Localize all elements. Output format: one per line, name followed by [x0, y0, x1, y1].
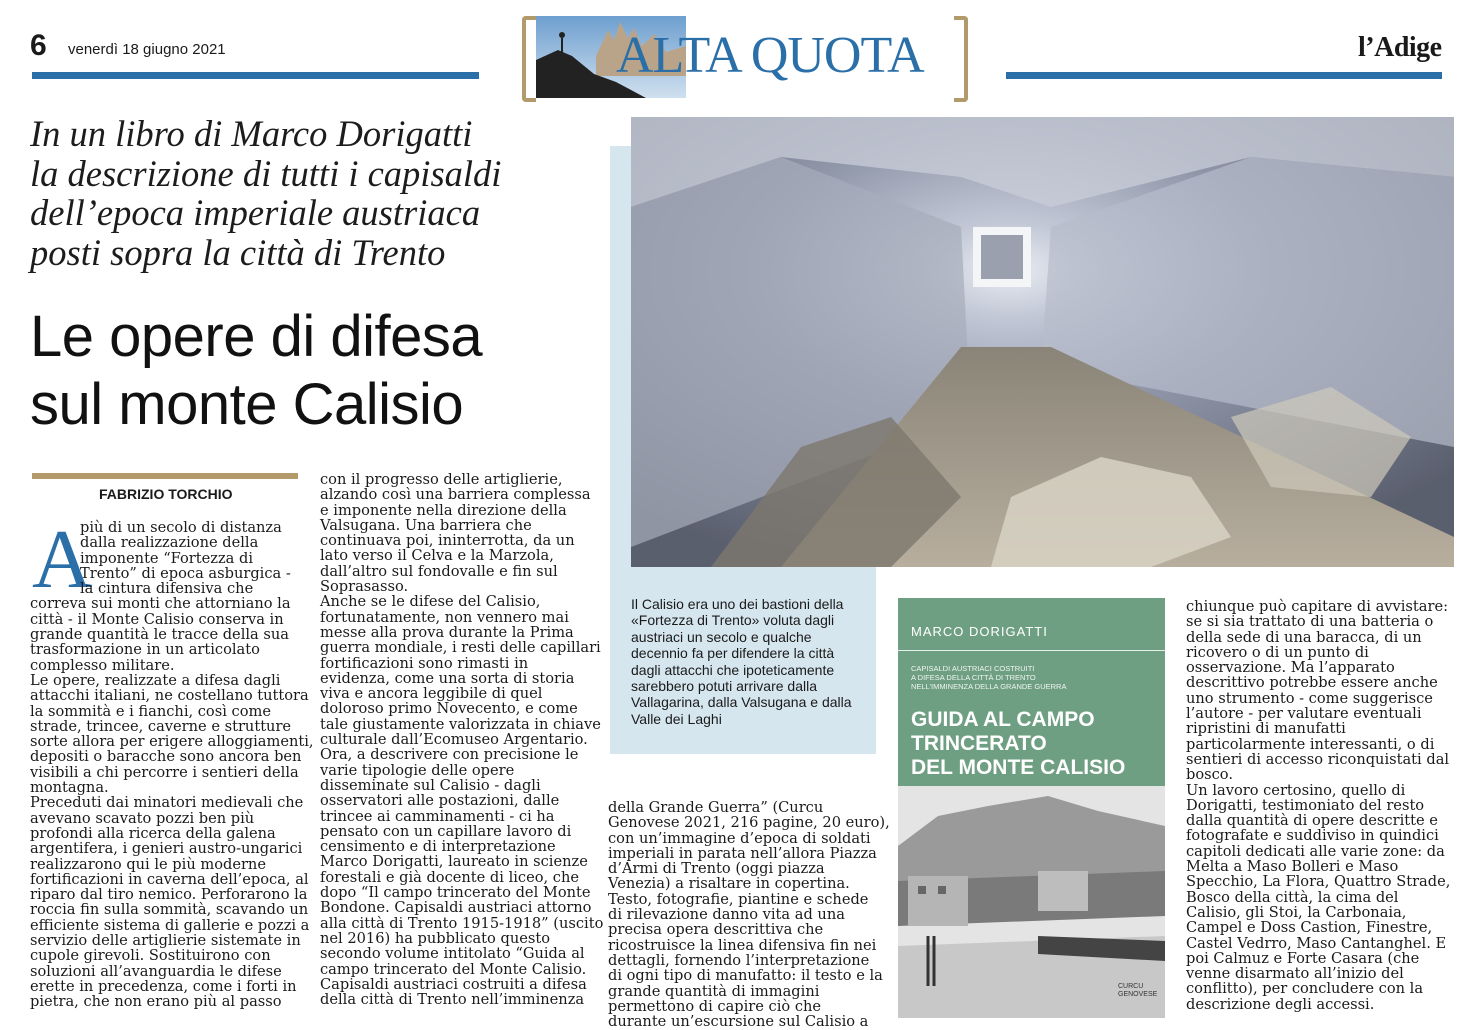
section-banner	[522, 16, 968, 96]
caption-line: dagli attacchi che ipoteticamente	[631, 661, 835, 678]
text-line: Anche se le difese del Calisio,	[320, 593, 541, 611]
text-line: Trento” di epoca asburgica -	[80, 564, 291, 582]
text-line: ricostruisce la linea difensiva fin nei	[608, 936, 877, 954]
text-line: Bondone. Capisaldi austriaci attorno	[320, 899, 592, 917]
text-line: l’autore - per valutare eventuali	[1186, 705, 1422, 723]
text-line: fotografate e suddiviso in quindici	[1186, 827, 1439, 845]
text-line: campo trincerato del Monte Calisio.	[320, 960, 587, 978]
text-line: viva e ancora leggibile di quel	[320, 685, 543, 703]
text-line: Calisio, gli Stoi, la Carbonaia,	[1186, 903, 1407, 921]
text-line: roccia fin sulla sommità, scavando un	[30, 901, 309, 919]
text-line: profondi alla ricerca della galena	[30, 824, 276, 842]
text-line: depositi o baracche sono ancora ben	[30, 748, 302, 766]
text-line: Ora, a descrivere con precisione le	[320, 746, 579, 764]
text-line: città - il Monte Calisio conserva in	[30, 610, 284, 628]
tunnel-photo	[631, 117, 1454, 567]
article-kicker	[30, 114, 610, 272]
article-headline	[30, 303, 610, 439]
headline-line: Le opere di difesa	[30, 304, 483, 369]
text-line: grande quantità di immagini	[608, 982, 820, 1000]
kicker-line: In un libro di Marco Dorigatti	[30, 113, 473, 154]
text-line: pensato con un capillare lavoro di	[320, 822, 572, 840]
text-line: fortunatamente, non vennero mai	[320, 608, 569, 626]
text-line: sorte allora per erigere alloggiamenti,	[30, 733, 314, 751]
book-subtitle-line: NELL’IMMINENZA DELLA GRANDE GUERRA	[911, 682, 1067, 691]
text-line: descrizione degli accessi.	[1186, 995, 1375, 1013]
text-line: attacchi italiani, ne costellano tuttora	[30, 687, 309, 705]
text-line: se si sia trattato di una batteria o	[1186, 613, 1434, 631]
text-line: censimento e di interpretazione	[320, 838, 556, 856]
text-line: conflitto), per concludere con la	[1186, 980, 1424, 998]
text-line: alla città di Trento 1915-1918” (uscito	[320, 914, 604, 932]
caption-line: «Fortezza di Trento» voluta dagli	[631, 612, 835, 629]
text-line: precisa opera descrittiva che	[608, 921, 824, 939]
issue-date: venerdì 18 giugno 2021	[68, 41, 226, 58]
article-column-3	[608, 799, 890, 1030]
text-line: dalla quantità di opere descritte e	[1186, 812, 1438, 830]
text-line: con il progresso delle artiglierie,	[320, 471, 563, 488]
book-title-line: TRINCERATO	[911, 732, 1047, 755]
header-rule-right	[1006, 72, 1442, 79]
text-line: ripristini di manufatti	[1186, 720, 1346, 738]
text-line: culturale dall’Ecomuseo Argentario.	[320, 731, 588, 749]
text-line: tale giustamente valorizzata in chiave	[320, 715, 601, 733]
text-line: con un’immagine d’epoca di soldati	[608, 829, 871, 847]
text-line: la sommità e i fianchi, così come	[30, 702, 271, 720]
text-line: dettagli, fornendo l’interpretazione	[608, 951, 870, 969]
text-line: alzando così una barriera complessa	[320, 486, 591, 504]
text-line: Capisaldi austriaci costruiti a difesa	[320, 975, 587, 993]
text-line: ricovero o di un punto di	[1186, 643, 1369, 661]
drop-cap: A	[32, 513, 93, 606]
text-line: imponente “Fortezza di	[80, 549, 253, 567]
text-line: della Grande Guerra” (Curcu	[608, 799, 824, 816]
text-line: di ogni tipo di manufatto: il testo e la	[608, 967, 883, 985]
book-title-line: DEL MONTE CALISIO	[911, 756, 1126, 779]
text-line: disseminate sul Calisio - dagli	[320, 776, 541, 794]
text-line: più di un secolo di distanza	[80, 519, 282, 536]
text-line: avevano scavato pozzi ben più	[30, 809, 255, 827]
text-line: Venezia) a risaltare in copertina.	[608, 875, 850, 893]
photo-caption	[631, 596, 853, 727]
text-line: Testo, fotografie, piantine e schede	[608, 890, 869, 908]
text-line: secondo volume intitolato “Guida al	[320, 945, 585, 963]
text-line: complesso militare.	[30, 656, 175, 674]
text-line: durante un’escursione sul Calisio a	[608, 1013, 869, 1030]
text-line: Valsugana. Una barriera che	[320, 516, 532, 534]
text-line: particolarmente interessanti, o di	[1186, 735, 1435, 753]
caption-line: Vallagarina, dalla Valsugana e dalla	[631, 694, 852, 711]
text-line: forestali e già docente di liceo, che	[320, 868, 579, 886]
headline-line: sul monte Calisio	[30, 372, 464, 437]
text-line: dalla realizzazione della	[80, 534, 259, 552]
text-line: continuava poi, ininterrotta, da un	[320, 532, 575, 550]
text-line: d’Armi di Trento (oggi piazza	[608, 860, 825, 878]
text-line: Marco Dorigatti, laureato in scienze	[320, 853, 588, 871]
text-line: capitoli dedicati alle varie zone: da	[1186, 842, 1445, 860]
page-number: 6	[30, 29, 47, 62]
text-line: imperiali in parata nell’allora Piazza	[608, 844, 877, 862]
text-line: Bosco della città, la cima del	[1186, 888, 1399, 906]
text-line: Specchio, La Flora, Quattro Strade,	[1186, 873, 1451, 891]
text-line: fortificazioni in caverna dell’epoca, al	[30, 870, 309, 888]
kicker-line: dell’epoca imperiale austriaca	[30, 192, 481, 233]
text-line: Le opere, realizzate a difesa dagli	[30, 671, 281, 689]
text-line: osservatori alle postazioni, dalle	[320, 792, 560, 810]
section-title: ALTA QUOTA	[616, 27, 924, 84]
text-line: Genovese 2021, 216 pagine, 20 euro),	[608, 814, 890, 832]
article-column-1	[30, 513, 314, 1011]
text-line: uno strumento - come suggerisce	[1186, 689, 1433, 707]
text-line: e imponente nella direzione della	[320, 501, 567, 519]
text-line: varie tipologie delle opere	[320, 761, 515, 779]
book-title	[911, 708, 1125, 780]
text-line: poi Calmuz e Forte Casara (che	[1186, 949, 1420, 967]
text-line: chiunque può capitare di avvistare:	[1186, 598, 1449, 615]
text-line: bosco.	[1186, 766, 1233, 784]
text-line: servizio delle artiglierie sistemate in	[30, 932, 301, 950]
text-line: descrittivo potrebbe essere anche	[1186, 674, 1438, 692]
header-rule-left	[32, 72, 479, 79]
text-line: soluzioni all’avanguardia le difese	[30, 962, 282, 980]
book-cover	[898, 598, 1165, 1018]
newspaper-logo: l’Adige	[1358, 32, 1442, 63]
text-line: della sede di una baracca, di un	[1186, 628, 1422, 646]
book-subtitle	[911, 664, 1156, 691]
book-author: MARCO DORIGATTI	[911, 624, 1048, 639]
text-line: erette in precedenza, come i forti in	[30, 977, 297, 995]
book-subtitle-line: A DIFESA DELLA CITTÀ DI TRENTO	[911, 673, 1036, 682]
text-line: pietra, che non erano più al passo	[30, 993, 282, 1011]
article-column-4	[1186, 599, 1456, 1012]
caption-line: decennio fa per difendere la città	[631, 645, 835, 662]
bracket-left	[522, 16, 536, 102]
caption-line: Il Calisio era uno dei bastioni della	[631, 596, 844, 612]
text-line: efficiente sistema di gallerie e pozzi a	[30, 916, 310, 934]
byline: FABRIZIO TORCHIO	[99, 486, 233, 502]
text-line: messe alla prova durante la Prima	[320, 623, 574, 641]
text-line: Soprasasso.	[320, 578, 409, 596]
text-line: fortificazioni sono rimasti in	[320, 654, 529, 672]
book-divider	[898, 650, 1165, 651]
text-line: cupole girevoli. Sostituirono con	[30, 947, 271, 965]
text-line: riparo dal tiro nemico. Perforarono la	[30, 886, 308, 904]
text-line: venne disarmato all’inizio del	[1186, 965, 1404, 983]
book-title-line: GUIDA AL CAMPO	[911, 708, 1095, 731]
text-line: Dorigatti, testimoniato del resto	[1186, 796, 1425, 814]
text-line: Castel Vedrro, Maso Cantanghel. E	[1186, 934, 1447, 952]
kicker-line: posti sopra la città di Trento	[30, 231, 446, 273]
text-line: della città di Trento nell’imminenza	[320, 991, 585, 1009]
text-line: di rilevazione danno vita ad una	[608, 906, 845, 924]
text-line: montagna.	[30, 779, 109, 797]
text-line: evidenza, come una sorta di storia	[320, 669, 575, 687]
kicker-line: la descrizione di tutti i capisaldi	[30, 152, 502, 194]
book-subtitle-line: CAPISALDI AUSTRIACI COSTRUITI	[911, 664, 1035, 673]
text-line: strade, trincee, caverne e strutture	[30, 717, 292, 735]
caption-line: Valle dei Laghi	[631, 710, 722, 727]
caption-line: austriaci un secolo e qualche	[631, 628, 812, 645]
text-line: Melta a Maso Bolleri e Maso	[1186, 858, 1399, 876]
text-line: la cintura difensiva che	[80, 580, 254, 598]
bracket-right	[954, 16, 968, 102]
text-line: trincee ai camminamenti - ci ha	[320, 807, 555, 825]
text-line: realizzarono qui le più moderne	[30, 855, 266, 873]
text-line: osservazione. Ma l’apparato	[1186, 659, 1395, 677]
text-line: permettono di capire ciò che	[608, 997, 822, 1015]
text-line: sentieri di accesso riconquistati dal	[1186, 750, 1450, 768]
text-line: grande quantità le tracce della sua	[30, 626, 289, 644]
text-line: trasformazione in un articolato	[30, 641, 260, 659]
text-line: doloroso primo Novecento, e come	[320, 700, 578, 718]
text-line: Campel e Doss Castion, Finestre,	[1186, 919, 1433, 937]
text-line: guerra mondiale, i resti delle capillari	[320, 639, 601, 657]
text-line: Un lavoro certosino, quello di	[1186, 781, 1406, 799]
text-line: dopo “Il campo trincerato del Monte	[320, 884, 591, 902]
text-line: lato verso il Celva e la Marzola,	[320, 547, 554, 565]
text-line: nel 2016) ha pubblicato questo	[320, 929, 550, 947]
text-line: argentifera, i genieri austro-ungarici	[30, 840, 303, 858]
text-line: Preceduti dai minatori medievali che	[30, 794, 304, 812]
article-column-2	[320, 471, 604, 1009]
text-line: dall’altro sul fondovalle e fin sul	[320, 562, 558, 580]
text-line: visibili a chi percorre i sentieri della	[30, 763, 299, 781]
publisher-logo: CURCU GENOVESE	[1118, 983, 1158, 998]
byline-rule	[32, 473, 298, 479]
caption-line: sarebbero potuti arrivare dalla	[631, 678, 817, 695]
text-line: correva sui monti che attorniano la	[30, 595, 291, 613]
